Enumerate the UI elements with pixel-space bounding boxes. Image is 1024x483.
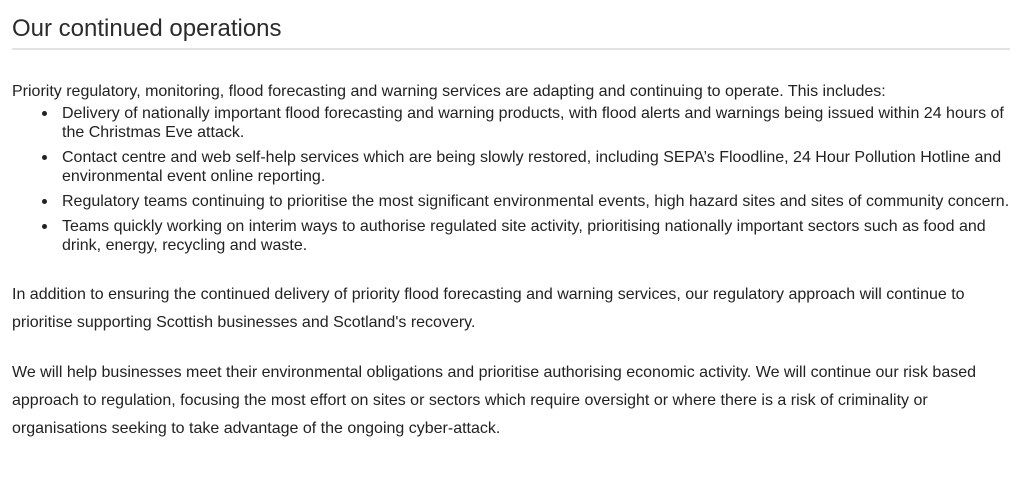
regulatory-approach-paragraph: In addition to ensuring the continued delivery of priority flood forecasting and warning services, our regulatory approach will continue to prioritise supporting Scottish businesses and Scotland's recovery. xyxy=(12,286,965,331)
list-item xyxy=(62,104,1010,142)
list-item-text: Delivery of nationally important flood forecasting and warning products, with flood alerts and warnings being issued within 24 hours of the Christmas Eve attack. xyxy=(62,105,1004,141)
list-item-text: Contact centre and web self-help services which are being slowly restored, including SEPA’s Floodline, 24 Hour Pollution Hotline and environmental event online reporting. xyxy=(62,149,1002,185)
intro-paragraph: Priority regulatory, monitoring, flood forecasting and warning services are adapting and continuing to operate. This includes: xyxy=(12,83,886,100)
list-item-text: Regulatory teams continuing to prioritise the most significant environmental events, high hazard sites and sites of community concern. xyxy=(62,193,1010,210)
business-support-paragraph: We will help businesses meet their environmental obligations and prioritise authorising economic activity. We will continue our risk based approach to regulation, focusing the most effort on sites or sectors which require oversight or where there is a risk of criminality or organisations seeking to take advantage of the ongoing cyber-attack. xyxy=(12,364,977,437)
bullet-icon xyxy=(42,111,47,116)
bullet-icon xyxy=(42,155,47,160)
section-heading: Our continued operations xyxy=(12,14,1010,50)
bullet-icon xyxy=(42,199,47,204)
list-item-text: Teams quickly working on interim ways to authorise regulated site activity, prioritising nationally important sectors such as food and drink, energy, recycling and waste. xyxy=(62,218,986,254)
list-item xyxy=(62,148,1010,186)
main-content xyxy=(12,0,1010,443)
operations-list xyxy=(12,104,1010,255)
list-item xyxy=(62,217,1010,255)
list-item xyxy=(62,192,1010,211)
bullet-icon xyxy=(42,224,47,229)
